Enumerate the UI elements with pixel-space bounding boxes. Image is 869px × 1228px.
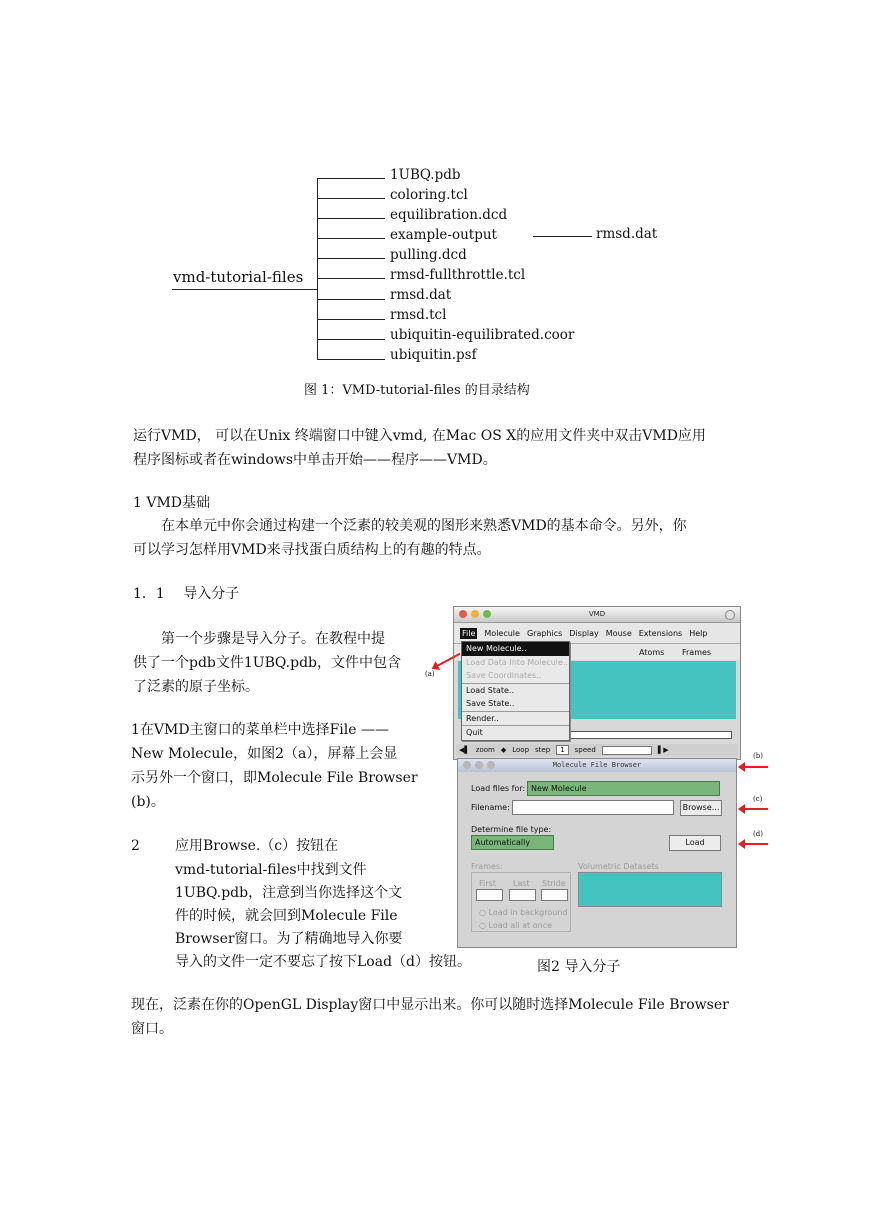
browse-button[interactable]: Browse... — [680, 800, 722, 816]
load-in-background-radio[interactable]: ○ Load in background — [479, 908, 568, 917]
tree-branch — [317, 278, 385, 279]
step1-line-1: 1在VMD主窗口的菜单栏中选择File —— — [131, 722, 389, 738]
menu-extensions[interactable]: Extensions — [638, 628, 683, 638]
determine-file-type-label: Determine file type: — [471, 825, 552, 834]
menu-display[interactable]: Display — [569, 628, 599, 638]
tree-file: rmsd-fullthrottle.tcl — [390, 267, 526, 283]
closing-line-1: 现在，泛素在你的OpenGL Display窗口中显示出来。你可以随时选择Molecule File Browser — [131, 997, 729, 1013]
section-1-line-1: 在本单元中你会通过构建一个泛素的较美观的图形来熟悉VMD的基本命令。另外，你 — [161, 518, 687, 534]
mfb-window-title: Molecule File Browser — [552, 761, 642, 769]
stride-input[interactable] — [541, 889, 568, 901]
tree-file: rmsd.dat — [390, 287, 452, 303]
tree-file: coloring.tcl — [390, 187, 468, 203]
menu-item-quit[interactable]: Quit — [462, 725, 569, 740]
step2-line-4: 件的时候，就会回到Molecule File — [175, 908, 398, 924]
tree-file: equilibration.dcd — [390, 207, 508, 223]
tree-file: rmsd.tcl — [390, 307, 447, 323]
subsection-1-1-heading: 1．1 导入分子 — [133, 586, 240, 602]
tree-branch — [317, 299, 385, 300]
tree-file: example-output — [390, 227, 497, 243]
volumetric-label: Volumetric Datasets — [578, 862, 659, 871]
section-1-heading: 1 VMD基础 — [133, 495, 211, 511]
file-type-select[interactable] — [471, 835, 554, 850]
tree-branch — [317, 359, 385, 360]
menu-item-load-data[interactable]: Load Data Into Molecule.. — [466, 657, 569, 667]
step2-line-1: 应用Browse.（c）按钮在 — [175, 838, 339, 854]
tree-branch — [317, 198, 385, 199]
tree-file: 1UBQ.pdb — [390, 167, 461, 183]
vmd-window-title: VMD — [588, 610, 606, 618]
load-in-background-label: Load in background — [488, 908, 568, 917]
menu-item-save-coordinates[interactable]: Save Coordinates.. — [466, 671, 542, 680]
zoom-dot-icon[interactable] — [487, 761, 495, 769]
step0-line-1: 第一个步骤是导入分子。在教程中提 — [161, 631, 385, 647]
step1-line-3: 示另外一个窗口，即Molecule File Browser — [131, 770, 418, 786]
file-type-value: Automatically — [475, 838, 531, 847]
step2-line-5: Browser窗口。为了精确地导入你要 — [175, 931, 403, 947]
load-all-at-once-label: Load all at once — [488, 921, 553, 930]
close-dot-icon[interactable] — [459, 610, 467, 618]
annotation-label-b: (b) — [753, 752, 763, 760]
tree-file: ubiquitin-equilibrated.coor — [390, 327, 575, 343]
speed-slider[interactable] — [602, 746, 652, 755]
last-label: Last — [513, 879, 530, 888]
annotation-arrow-b — [744, 766, 768, 768]
molecule-file-browser-window — [457, 758, 737, 948]
menu-molecule[interactable]: Molecule — [484, 628, 520, 638]
section-1-line-2: 可以学习怎样用VMD来寻找蛋白质结构上的有趣的特点。 — [133, 542, 491, 558]
intro-line-2: 程序图标或者在windows中单击开始——程序——VMD。 — [133, 452, 497, 468]
filename-label: Filename: — [471, 803, 510, 812]
tree-root-label: vmd-tutorial-files — [173, 268, 304, 286]
forward-icon[interactable]: ▌▶ — [657, 746, 669, 754]
first-input[interactable] — [476, 889, 503, 901]
tree-trunk — [317, 178, 318, 360]
close-dot-icon[interactable] — [463, 761, 471, 769]
tree-branch — [317, 339, 385, 340]
step2-line-3: 1UBQ.pdb，注意到当你选择这个文 — [175, 885, 403, 901]
intro-line-1: 运行VMD， 可以在Unix 终端窗口中键入vmd, 在Mac OS X的应用文件夹中双击VMD应用 — [133, 428, 706, 444]
speed-label: speed — [574, 746, 596, 754]
annotation-label-a: (a) — [425, 670, 435, 678]
tree-branch — [317, 178, 385, 179]
tree-branch — [317, 218, 385, 219]
step2-line-2: vmd-tutorial-files中找到文件 — [175, 862, 367, 878]
menu-item-render[interactable]: Render.. — [462, 711, 569, 726]
figure-2-caption: 图2 导入分子 — [537, 959, 621, 975]
zoom-label[interactable]: zoom — [475, 746, 495, 754]
filename-input[interactable] — [512, 800, 674, 815]
figure-1-caption: 图 1：VMD-tutorial-files 的目录结构 — [304, 383, 530, 398]
vmd-titlebar — [454, 607, 740, 623]
loop-select[interactable]: Loop — [512, 746, 530, 754]
minimize-dot-icon[interactable] — [471, 610, 479, 618]
frame-slider[interactable] — [570, 731, 732, 739]
tree-sub-connector — [533, 236, 592, 237]
tree-branch — [317, 319, 385, 320]
zoom-dot-icon[interactable] — [483, 610, 491, 618]
step2-line-6: 导入的文件一定不要忘了按下Load（d）按钮。 — [175, 954, 471, 970]
menu-item-save-state[interactable]: Save State.. — [466, 699, 515, 708]
tree-file: pulling.dcd — [390, 247, 467, 263]
step0-line-2: 供了一个pdb文件1UBQ.pdb，文件中包含 — [133, 655, 401, 671]
closing-line-2: 窗口。 — [131, 1021, 173, 1037]
minimize-dot-icon[interactable] — [475, 761, 483, 769]
diamond-icon[interactable]: ◆ — [500, 746, 507, 754]
file-menu-dropdown — [461, 641, 570, 741]
rewind-icon[interactable]: ◀▌ — [459, 746, 470, 754]
volumetric-datasets-list[interactable] — [578, 872, 722, 907]
menu-item-load-state[interactable]: Load State.. — [462, 683, 569, 698]
menu-item-new-molecule[interactable]: New Molecule.. — [462, 642, 569, 656]
tree-file: ubiquitin.psf — [390, 347, 477, 363]
annotation-label-d: (d) — [753, 830, 763, 838]
load-files-for-value: New Molecule — [531, 784, 587, 793]
collapse-dot-icon[interactable] — [725, 610, 735, 620]
step1-line-2: New Molecule，如图2（a），屏幕上会显 — [131, 746, 398, 762]
frames-label: Frames: — [471, 862, 503, 871]
load-button[interactable]: Load — [669, 835, 721, 851]
step-value[interactable]: 1 — [556, 745, 568, 755]
step0-line-3: 了泛素的原子坐标。 — [133, 679, 259, 695]
menu-help[interactable]: Help — [689, 628, 708, 638]
menu-file[interactable]: File — [462, 628, 476, 638]
animation-controls — [456, 744, 738, 756]
annotation-arrow-d — [744, 843, 768, 845]
tree-branch — [317, 258, 385, 259]
step1-line-4: (b)。 — [131, 794, 165, 810]
annotation-label-c: (c) — [753, 795, 763, 803]
step2-number: 2 — [131, 838, 140, 854]
last-input[interactable] — [509, 889, 536, 901]
annotation-arrow-c — [744, 808, 768, 810]
load-files-for-select[interactable] — [527, 781, 720, 796]
load-files-for-label: Load files for: — [471, 784, 526, 793]
column-frames[interactable]: Frames — [682, 648, 712, 657]
menu-mouse[interactable]: Mouse — [605, 628, 632, 638]
tree-branch — [317, 238, 385, 239]
first-label: First — [479, 879, 496, 888]
step-label: step — [535, 746, 551, 754]
column-atoms[interactable]: Atoms — [639, 648, 665, 657]
tree-sub-file: rmsd.dat — [596, 226, 658, 242]
load-all-at-once-radio[interactable]: ○ Load all at once — [479, 921, 553, 930]
mfb-titlebar — [458, 759, 736, 772]
stride-label: Stride — [542, 879, 566, 888]
menu-graphics[interactable]: Graphics — [526, 628, 563, 638]
tree-root-connector — [172, 289, 317, 290]
